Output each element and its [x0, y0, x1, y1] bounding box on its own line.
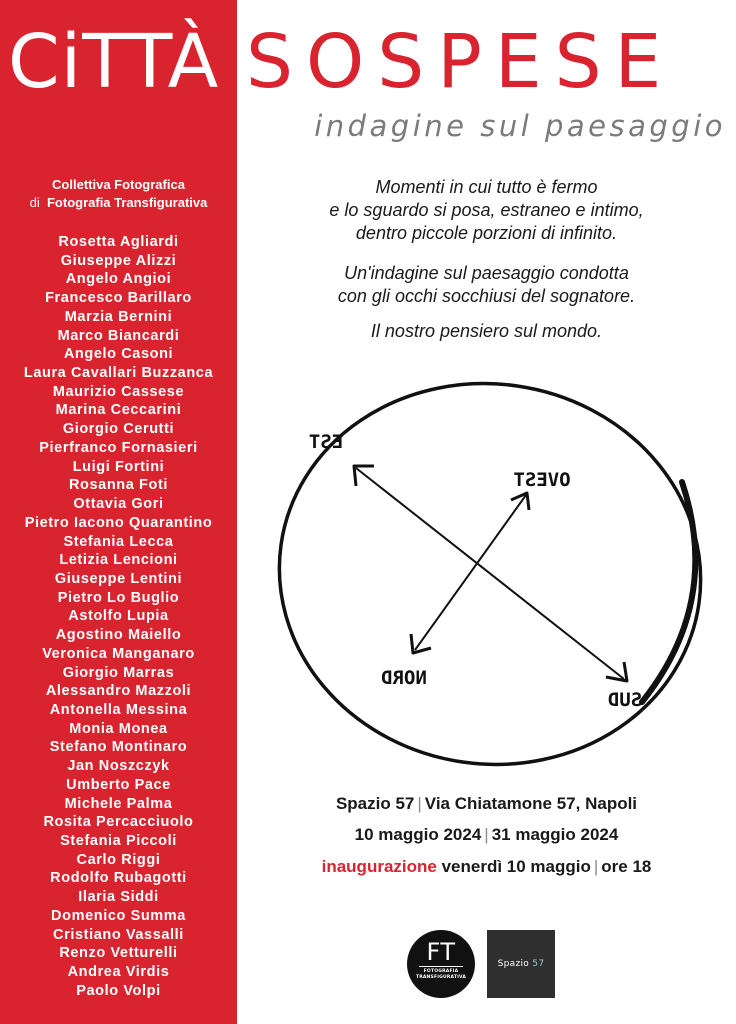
photographer-name: Giorgio Marras [62, 664, 175, 681]
arrowhead-nord [411, 634, 431, 653]
collective-prefix: di [29, 195, 40, 210]
photographer-name: Letizia Lencioni [59, 552, 178, 569]
photographer-name: Rodolfo Rubagotti [50, 870, 187, 887]
compass-drawing [270, 372, 710, 777]
arrow-ovest-nord [415, 495, 526, 650]
photographer-name: Rosita Percacciuolo [43, 814, 194, 831]
photographer-name: Domenico Summa [51, 907, 186, 924]
title-sospese: SOSPESE [246, 19, 675, 105]
venue-name: Spazio 57 [335, 794, 415, 813]
photographer-name: Marco Biancardi [57, 327, 180, 344]
opening-line [237, 855, 736, 879]
intro-line: Il nostro pensiero sul mondo. [370, 321, 603, 341]
subtitle: indagine sul paesaggio [314, 109, 726, 143]
intro-stanza-1 [237, 176, 736, 245]
date-start: 10 maggio 2024 [354, 825, 482, 844]
photographer-name: Angelo Casoni [63, 346, 174, 363]
intro-line: e lo sguardo si posa, estraneo e intimo, [329, 200, 644, 220]
photographer-name: Pietro Lo Buglio [57, 589, 180, 606]
label-nord: NORD [381, 667, 427, 689]
opening-label: inaugurazione [321, 857, 437, 876]
label-ovest: OVEST [513, 469, 571, 491]
photographer-name: Stefania Lecca [63, 533, 174, 550]
photographer-name: Veronica Manganaro [42, 645, 195, 662]
opening-day: venerdì 10 maggio [441, 857, 591, 876]
photographer-name: Pietro Iacono Quarantino [24, 514, 213, 531]
ft-line2: TRANSFIGURATIVA [415, 975, 467, 980]
ft-initials: FT [426, 938, 456, 966]
intro-line: Un'indagine sul paesaggio condotta [344, 263, 629, 283]
photographer-name: Carlo Riggi [76, 851, 161, 868]
photographer-name: Giuseppe Lentini [54, 570, 183, 587]
photographer-name: Michele Palma [64, 795, 173, 812]
photographer-name: Antonella Messina [49, 701, 188, 718]
photographer-name: Andrea Virdis [67, 964, 170, 981]
photographer-name: Stefania Piccoli [60, 833, 177, 849]
venue-line [237, 792, 736, 816]
date-end: 31 maggio 2024 [491, 825, 619, 844]
photographer-name: Ottavia Gori [73, 496, 164, 513]
intro-stanza-2 [237, 262, 736, 308]
separator: | [417, 794, 422, 813]
photographer-list [0, 233, 237, 1000]
intro-stanza-3 [237, 320, 736, 343]
photographer-name: Renzo Vetturelli [59, 945, 178, 962]
collective-group: Fotografia Transfigurativa [46, 195, 208, 210]
separator: | [484, 825, 489, 844]
photographer-name: Rosanna Foti [68, 477, 169, 494]
photographer-name: Laura Cavallari Buzzanca [23, 365, 214, 382]
photographer-name: Agostino Maiello [55, 627, 182, 644]
photographer-name: Astolfo Lupia [68, 608, 169, 625]
intro-line: con gli occhi socchiusi del sognatore. [337, 286, 636, 306]
photographer-name: Paolo Volpi [76, 982, 161, 999]
collective-line1: Collettiva Fotografica [52, 177, 185, 192]
label-sud: SUD [607, 689, 643, 711]
photographer-name: Giorgio Cerutti [62, 421, 175, 438]
title-citta: CiTTÀ [8, 19, 220, 105]
photographer-name: Angelo Angioi [65, 271, 172, 288]
photographer-name: Rosetta Agliardi [58, 234, 179, 250]
photographer-name: Cristiano Vassalli [53, 926, 184, 943]
ft-divider [419, 966, 463, 967]
spazio-number: 57 [532, 959, 545, 969]
photographer-name: Stefano Montinaro [49, 739, 188, 756]
photographer-name: Francesco Barillaro [45, 290, 192, 307]
photographer-name: Jan Noszczyk [67, 758, 170, 775]
photographer-name: Pierfranco Fornasieri [39, 439, 198, 456]
separator: | [593, 857, 599, 876]
label-est: EST [308, 431, 344, 453]
collective-line2 [0, 194, 237, 212]
collective-heading [0, 176, 237, 212]
arrow-est-sud [356, 468, 624, 679]
arrowhead-ovest [511, 493, 529, 510]
fotografia-transfigurativa-logo [407, 930, 475, 998]
photographer-name: Umberto Pace [66, 776, 171, 793]
venue-address: Via Chiatamone 57, Napoli [424, 794, 638, 813]
photographer-name: Luigi Fortini [72, 458, 165, 475]
photographer-name: Maurizio Cassese [52, 383, 185, 400]
intro-line: Momenti in cui tutto è fermo [375, 177, 598, 197]
photographer-name: Monia Monea [69, 720, 168, 737]
spazio-57-logo [487, 930, 555, 998]
photographer-name: Giuseppe Alizzi [60, 252, 177, 269]
photographer-name: Marina Ceccarini [55, 402, 182, 419]
opening-time: ore 18 [601, 857, 652, 876]
photographer-name: Ilaria Siddi [78, 889, 159, 906]
ft-line1: FOTOGRAFIA [423, 969, 459, 974]
spazio-word: Spazio [497, 959, 530, 969]
photographer-name: Alessandro Mazzoli [45, 683, 192, 700]
photographer-name: Marzia Bernini [64, 308, 173, 325]
intro-line: dentro piccole porzioni di infinito. [355, 223, 618, 243]
dates-line [237, 823, 736, 847]
